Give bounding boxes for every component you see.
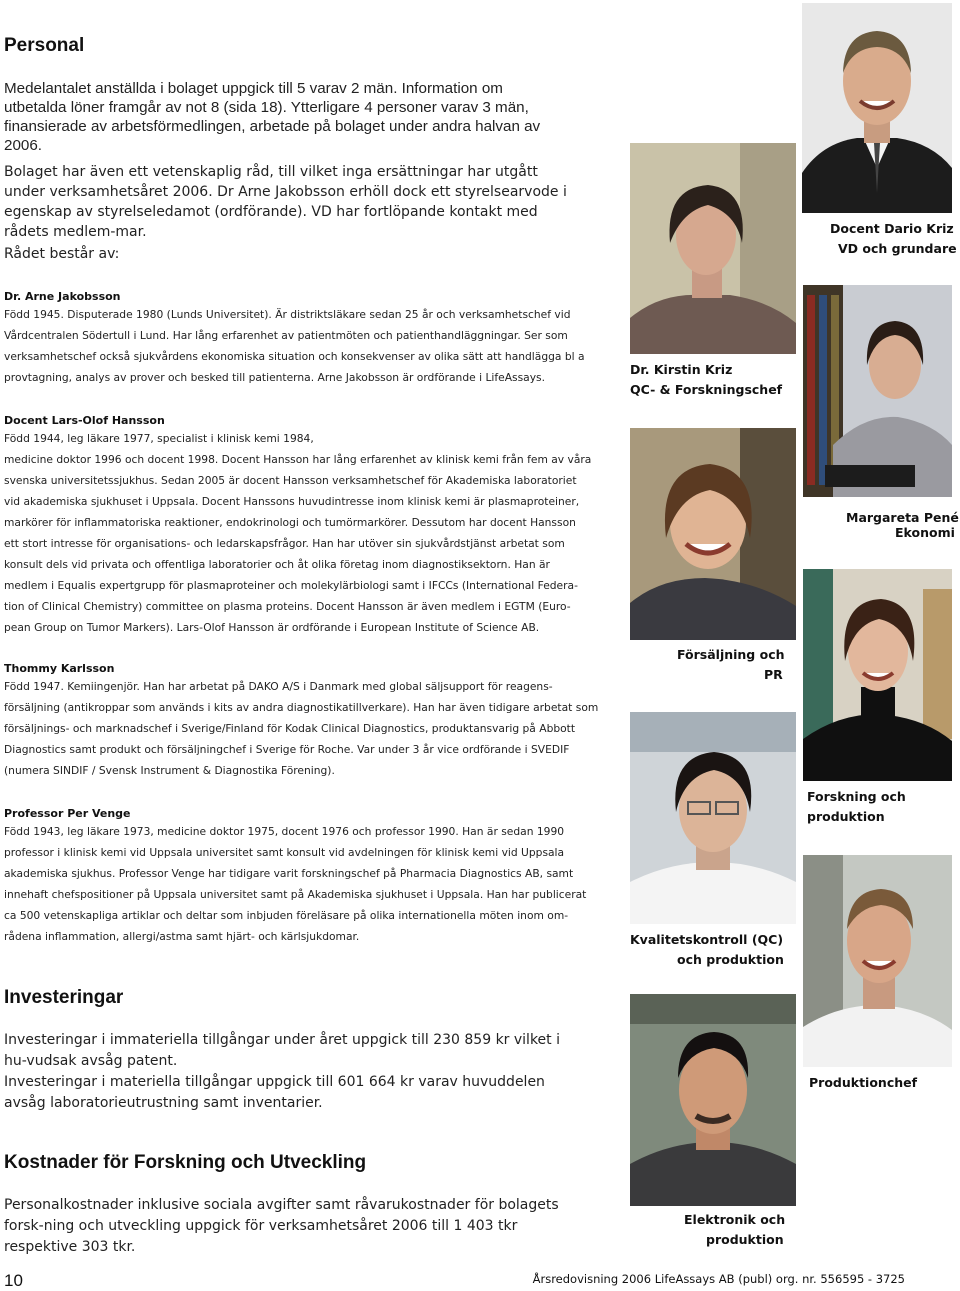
bio-line: rådena inflammation, allergi/astma samt hjärt- och kärlsjukdomar. [4,930,360,943]
footer-text: Årsredovisning 2006 LifeAssays AB (publ) org. nr. 556595 - 3725 [532,1272,905,1286]
bio-line: ett stort intresse för organisations- och ledarskapsfrågor. Han har utöver sin sjukvårdstjänst arbetat som [4,537,565,550]
caption-margareta-1: Margareta Pené [846,510,959,525]
bio-line: akademiska sjukhus. Professor Venge har tidigare varit forskningschef på Pharmacia Diagnostics AB, samt [4,867,574,880]
photo-research [803,569,952,781]
bio-line: svenska universitetssjukhus. Sedan 2005 är docent Hansson verksamhetschef för Akademiska laboratoriet [4,474,577,487]
bio-line: vid akademiska sjukhuset i Uppsala. Docent Hanssons huvudintresse inom klinisk kemi är plasmaproteiner, [4,495,580,508]
personal-paragraph-2a: Bolaget har även ett vetenskaplig råd, till vilket inga ersättningar har utgått under verksamhetsåret 2006. [4,164,538,200]
bio-line: ca 500 vetenskapliga artiklar och deltar som inbjuden föreläsare på olika internationella möten inom om- [4,909,569,922]
caption-sales-2: PR [764,667,783,682]
caption-kirstin-1: Dr. Kirstin Kriz [630,362,733,377]
bio-line: försäljning (antikroppar som används i kits av andra diagnostikatillverkare). Han har även tidigare arbetat som [4,701,599,714]
photo-production-chief [803,855,952,1067]
bio-line: konsult dels vid privata och offentliga laboratorier och åt olika företag inom diagnostiksektorn. Han är [4,558,550,571]
bio-line: pean Group on Tumor Markers). Lars-Olof Hansson är ordförande i European Institute of Science AB. [4,621,540,634]
board-member-bio [4,428,604,638]
bio-line: verksamhetschef också sjukvårdens ekonomiska situation och konsekvenser av olika sätt att handlägga bl a [4,350,585,363]
personal-paragraph-3: Rådet består av: [4,246,120,262]
board-member-name: Thommy Karlsson [4,662,115,675]
photo-margareta-pene [803,285,952,497]
caption-production-chief: Produktionchef [809,1075,918,1090]
bio-line: Född 1945. Disputerade 1980 (Lunds Universitet). Är distriktsläkare sedan 25 år och verksamhetschef vid [4,308,571,321]
caption-electronics-2: produktion [706,1232,784,1247]
board-member-name: Docent Lars-Olof Hansson [4,414,165,427]
bio-line: provtagning, analys av prover och besked till patienterna. Arne Jakobsson är ordförande i LifeAssays. [4,371,546,384]
board-member-4 [4,807,604,947]
photo-qc [630,712,796,924]
board-member-name: Professor Per Venge [4,807,131,820]
caption-dario-2: VD och grundare [838,241,957,256]
board-member-bio [4,676,604,781]
investeringar-paragraph-2: Investeringar i materiella tillgångar uppgick till 601 664 kr varav huvuddelen avsåg laboratorieutrustning samt inventarier. [4,1074,545,1111]
bio-line: medicine doktor 1996 och docent 1998. Docent Hansson har lång erfarenhet av klinisk kemi från fem av våra [4,453,592,466]
caption-qc-1: Kvalitetskontroll (QC) [630,932,784,947]
personal-paragraph-1: Medelantalet anställda i bolaget uppgick till 5 varav 2 män. Information om utbetalda löner framgår av not 8 (sida 18). Ytterligare 4 personer varav 3 män, finansierade av arbetsförmedlingen, arbetade på bolaget under andra halvan av 2006. [4,80,541,154]
bio-line: Född 1944, leg läkare 1977, specialist i klinisk kemi 1984, [4,432,314,445]
personal-paragraph-2 [4,162,569,242]
caption-qc-2: och produktion [677,952,784,967]
bio-line: Diagnostics samt produkt och försäljningchef i Sverige för Roche. Var under 3 år vice ordförande i SVEDIF [4,743,570,756]
bio-line: tion of Clinical Chemistry) committee on plasma proteins. Docent Hansson är även medlem i EGTM (Euro- [4,600,571,613]
bio-line: medlem i Equalis expertgrupp för plasmaproteiner och molekylärbiologi samt i IFCCs (International Federa- [4,579,578,592]
caption-research-1: Forskning och [807,789,906,804]
caption-sales-1: Försäljning och [677,647,785,662]
bio-line: försäljnings- och marknadschef i Sverige/Finland för Kodak Clinical Diagnostics, produktansvarig på Abbott [4,722,576,735]
caption-research-2: produktion [807,809,885,824]
photo-kirstin-kriz [630,143,796,354]
caption-margareta-2: Ekonomi [895,525,955,540]
board-member-2 [4,414,604,638]
bio-line: Vårdcentralen Södertull i Lund. Har lång erfarenhet av patientmöten och patienthandläggningar. Ser som [4,329,568,342]
caption-dario-1: Docent Dario Kriz [830,221,954,236]
bio-line: innehaft chefspositioner på Uppsala universitet samt på Akademiska sjukhuset i Uppsala. Han har publicerat [4,888,587,901]
photo-electronics [630,994,796,1206]
caption-kirstin-2: QC- & Forskningschef [630,382,783,397]
section-heading-investeringar: Investeringar [4,987,124,1008]
section-heading-personal: Personal [4,35,85,56]
board-member-1 [4,290,604,388]
bio-line: (numera SINDIF / Svensk Instrument & Diagnostika Förening). [4,764,335,777]
board-member-3 [4,662,604,781]
photo-dario-kriz [802,3,952,213]
investeringar-paragraph-1: Investeringar i immateriella tillgångar under året uppgick till 230 859 kr vilket i hu-vudsak avsåg patent. [4,1032,561,1069]
personal-paragraph-2b: Dr Arne Jakobsson erhöll dock ett styrelsearvode i egenskap av styrelseledamot (ordförande). VD har fortlöpande kontakt med rådets medlem-mar. [4,184,567,240]
caption-electronics-1: Elektronik och [684,1212,786,1227]
page-number: 10 [4,1271,23,1290]
bio-line: Född 1947. Kemiingenjör. Han har arbetat på DAKO A/S i Danmark med global säljsupport för reagens- [4,680,553,693]
board-member-name: Dr. Arne Jakobsson [4,290,121,303]
section-heading-kostnader: Kostnader för Forskning och Utveckling [4,1152,367,1173]
bio-line: markörer för inflammatoriska reaktioner, endokrinologi och tumörmarkörer. Dessutom har docent Hansson [4,516,576,529]
board-member-bio [4,304,604,388]
bio-line: professor i klinisk kemi vid Uppsala universitet samt konsult vid avdelningen för klinisk kemi vid Uppsala [4,846,565,859]
board-member-bio [4,821,604,947]
kostnader-paragraph: Personalkostnader inklusive sociala avgifter samt råvarukostnader för bolagets forsk-ning och utveckling uppgick för verksamhetsåret 2006 till 1 403 tkr respektive 303 tkr. [4,1197,559,1255]
bio-line: Född 1943, leg läkare 1973, medicine doktor 1975, docent 1976 och professor 1990. Han är sedan 1990 [4,825,565,838]
photo-sales [630,428,796,640]
